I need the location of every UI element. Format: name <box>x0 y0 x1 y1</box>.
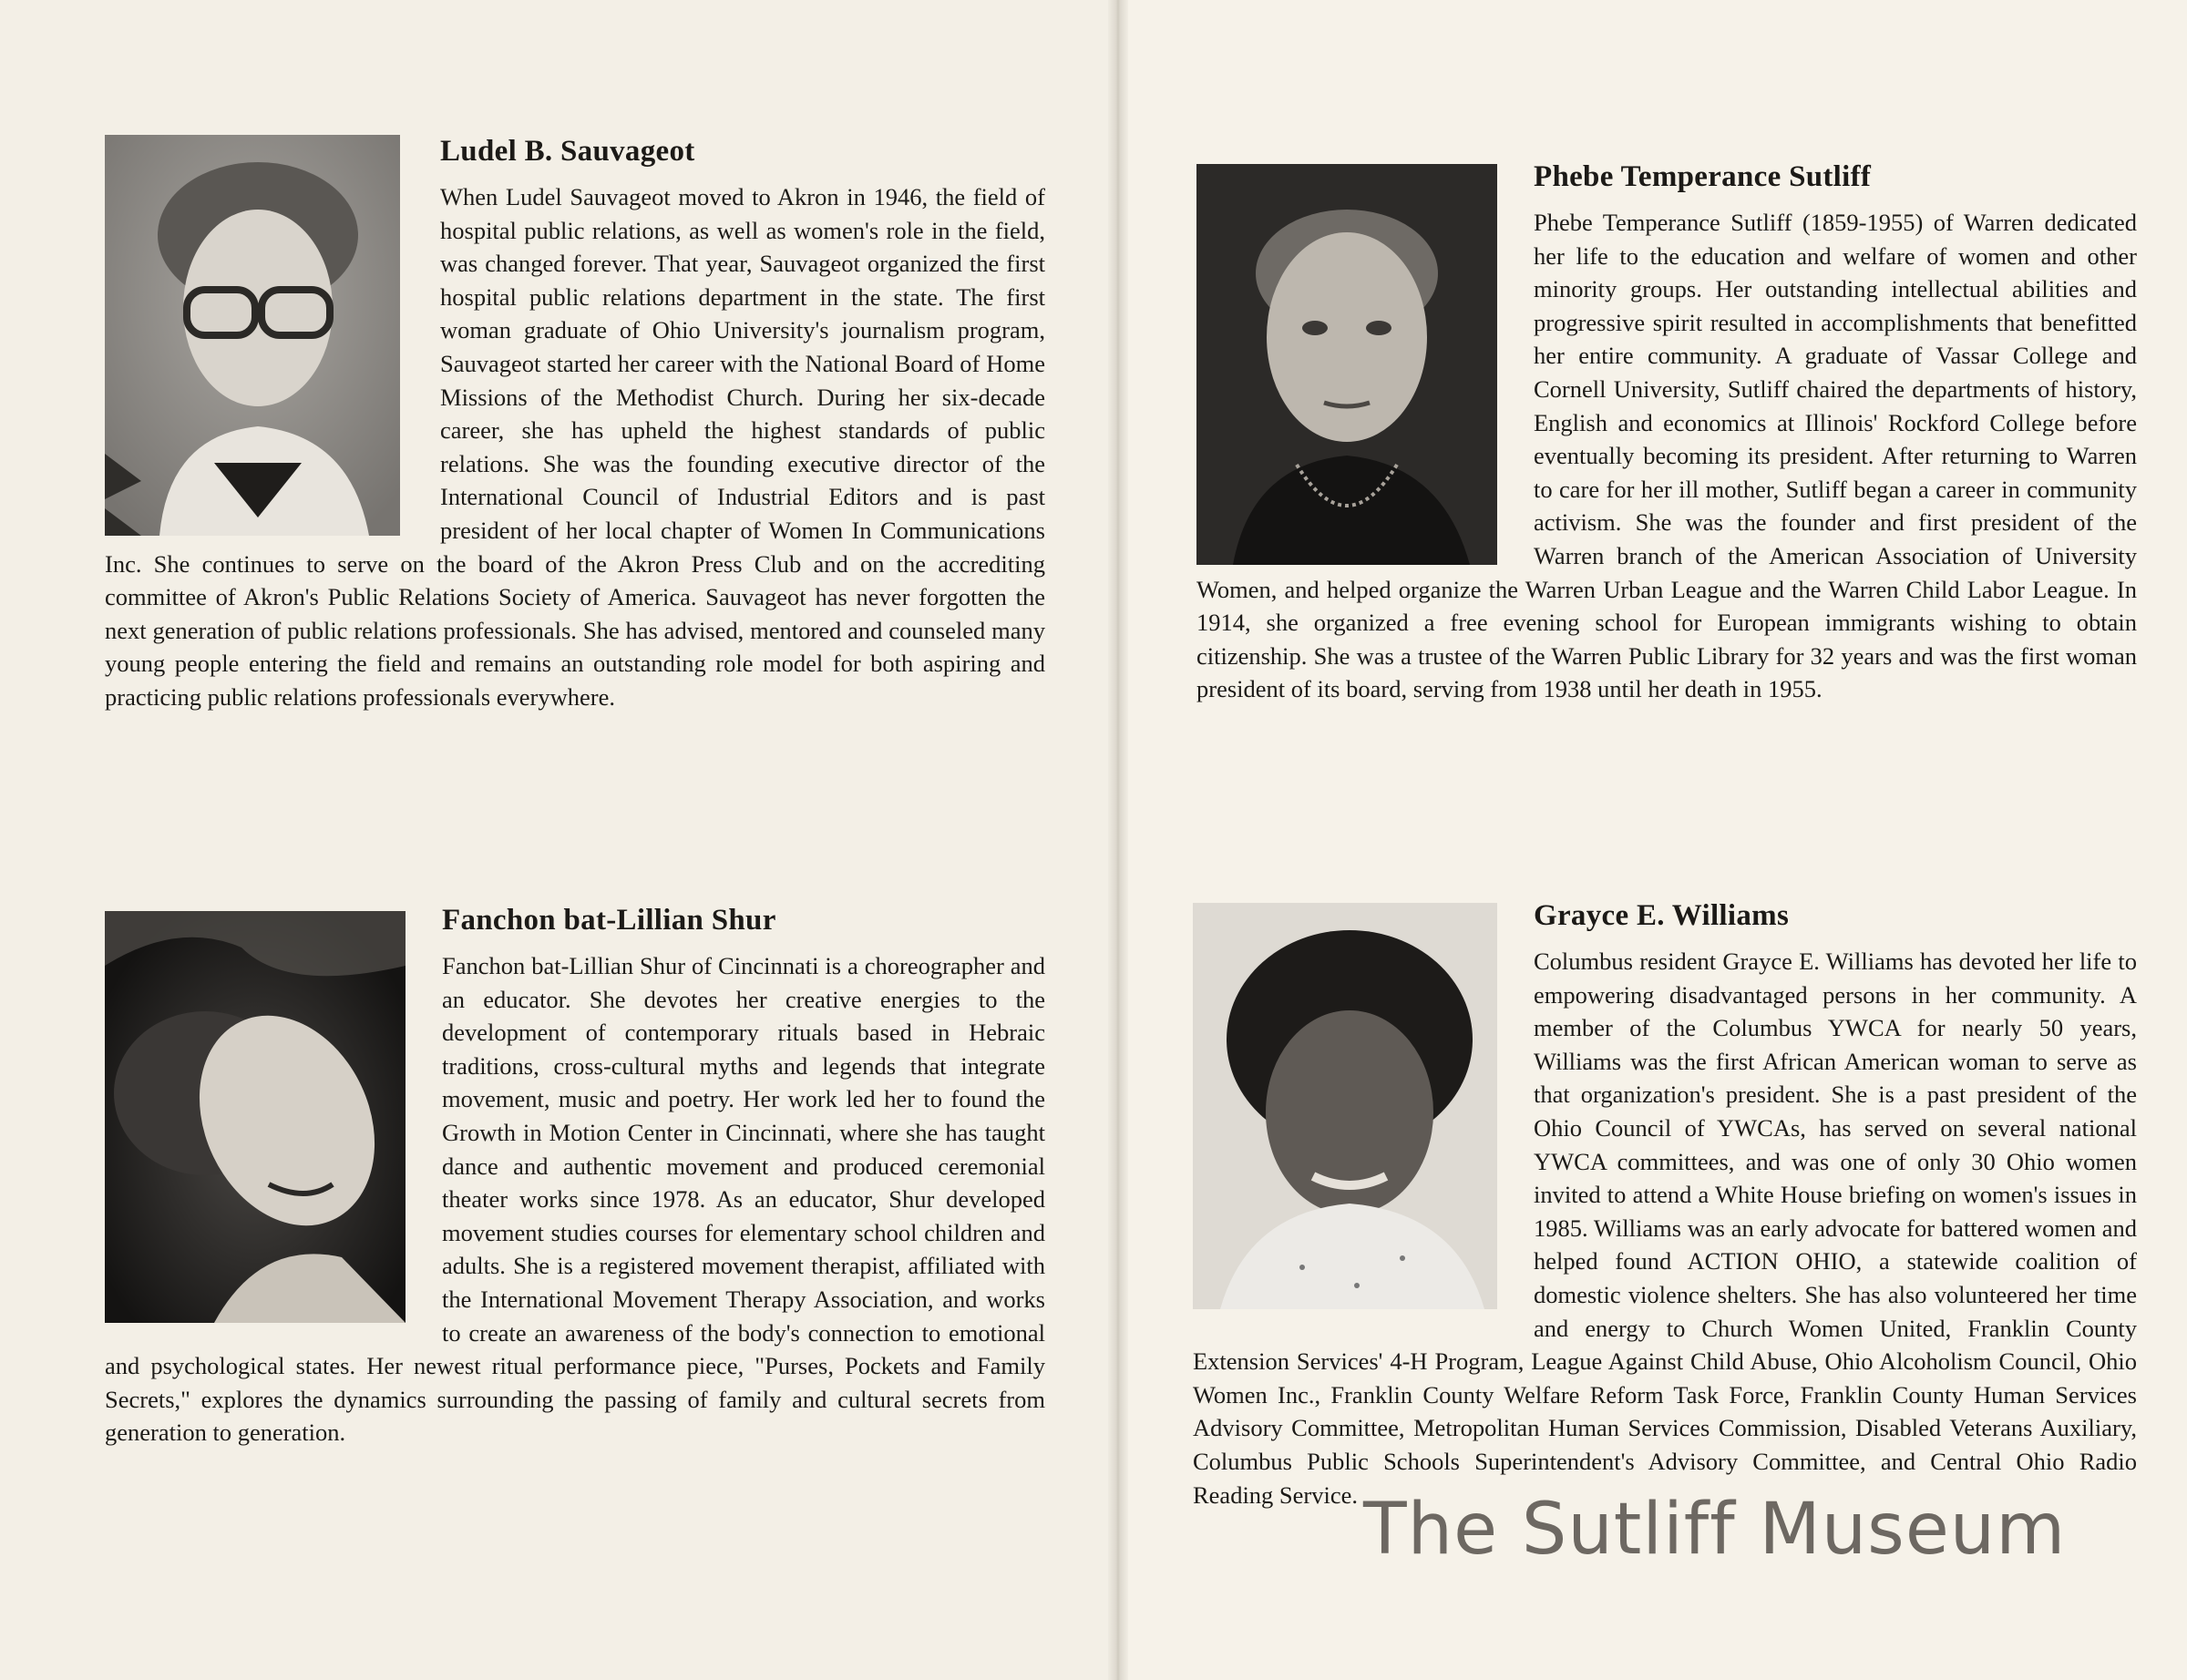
museum-watermark: The Sutliff Museum <box>1363 1489 2067 1571</box>
profile-sutliff <box>1196 159 2137 706</box>
profile-bio: Fanchon bat-Lillian Shur of Cincinnati is a choreographer and an educator. She devotes her creative energies to the development of contemporary rituals based in Hebraic traditions, cross-cultural myths and legends that integrate movement, music and poetry. Her work led her to found the Growth in Motion Center in Cincinnati, where she has taught dance and authentic movement and produced ceremonial theater works since 1978. As an educator, Shur developed movement studies courses for elementary school children and adults. She is a registered movement therapist, affiliated with the International Movement Therapy Association, and works to create an awareness of the body's connection to emotional and psychological states. Her newest ritual performance piece, "Purses, Pockets and Family Secrets," explores the dynamics surrounding the passing of family and cultural secrets from generation to generation. <box>105 952 1045 1447</box>
profile-bio: Phebe Temperance Sutliff (1859-1955) of Warren dedicated her life to the education and welfare of women and other minority groups. Her outstanding intellectual abilities and progressive spirit resulted in accomplishments that benefitted her entire community. A graduate of Vassar College and Cornell University, Sutliff chaired the departments of history, English and economics at Illinois' Rockford College before eventually becoming its president. After returning to Warren to care for her ill mother, Sutliff began a career in community activism. She was the founder and first president of the Warren branch of the American Association of University Women, and helped organize the Warren Urban League and the Warren Child Labor League. In 1914, she organized a free evening school for European immigrants wishing to obtain citizenship. She was a trustee of the Warren Public Library for 32 years and was the first woman president of its board, serving from 1938 until her death in 1955. <box>1196 209 2137 703</box>
profile-name: Grayce E. Williams <box>1534 899 1790 932</box>
profile-bio: Columbus resident Grayce E. Williams has devoted her life to empowering disadvantaged persons in her community. A member of the Columbus YWCA for nearly 50 years, Williams was the first African American woman to serve as that organization's president. She is a past president of the Ohio Council of YWCAs, has served on several national YWCA committees, and was one of only 30 Ohio women invited to attend a White House briefing on women's issues in 1985. Williams was an early advocate for battered women and helped found ACTION OHIO, a statewide coalition of domestic violence shelters. She has also volunteered her time and energy to Church Women United, Franklin County Extension Services' 4-H Program, League Against Child Abuse, Ohio Alcoholism Council, Ohio Women Inc., Franklin County Welfare Reform Task Force, Franklin County Human Services Advisory Committee, Metropolitan Human Services Commission, Disabled Veterans Auxiliary, Columbus Public Schools Superintendent's Advisory Committee, and Central Ohio Radio Reading Service. <box>1193 948 2137 1509</box>
book-gutter <box>1108 0 1128 1680</box>
profile-name: Ludel B. Sauvageot <box>440 135 695 168</box>
profile-bio: When Ludel Sauvageot moved to Akron in 1946, the field of hospital public relations, as well as women's role in the field, was changed forever. That year, Sauvageot organized the first hospital public relations department in the state. The first woman graduate of Ohio University's journalism program, Sauvageot started her career with the National Board of Home Missions of the Methodist Church. During her six-decade career, she has upheld the highest standards of public relations. She was the founding executive director of the International Council of Industrial Editors and is past president of her local chapter of Women In Communications Inc. She continues to serve on the board of the Akron Press Club and on the accrediting committee of Akron's Public Relations Society of America. Sauvageot has never forgotten the next generation of public relations professionals. She has advised, mentored and counseled many young people entering the field and remains an outstanding role model for both aspiring and practicing public relations professionals everywhere. <box>105 183 1045 711</box>
profile-williams <box>1193 897 2137 1511</box>
portrait-photo-williams <box>1193 903 1497 1309</box>
profile-sauvageot <box>105 133 1045 714</box>
portrait-photo-sutliff <box>1196 164 1497 565</box>
profile-name: Fanchon bat-Lillian Shur <box>442 904 776 937</box>
profile-name: Phebe Temperance Sutliff <box>1534 160 1872 193</box>
portrait-photo-shur <box>105 911 406 1323</box>
profile-shur <box>105 902 1045 1450</box>
portrait-photo-sauvageot <box>105 135 400 536</box>
